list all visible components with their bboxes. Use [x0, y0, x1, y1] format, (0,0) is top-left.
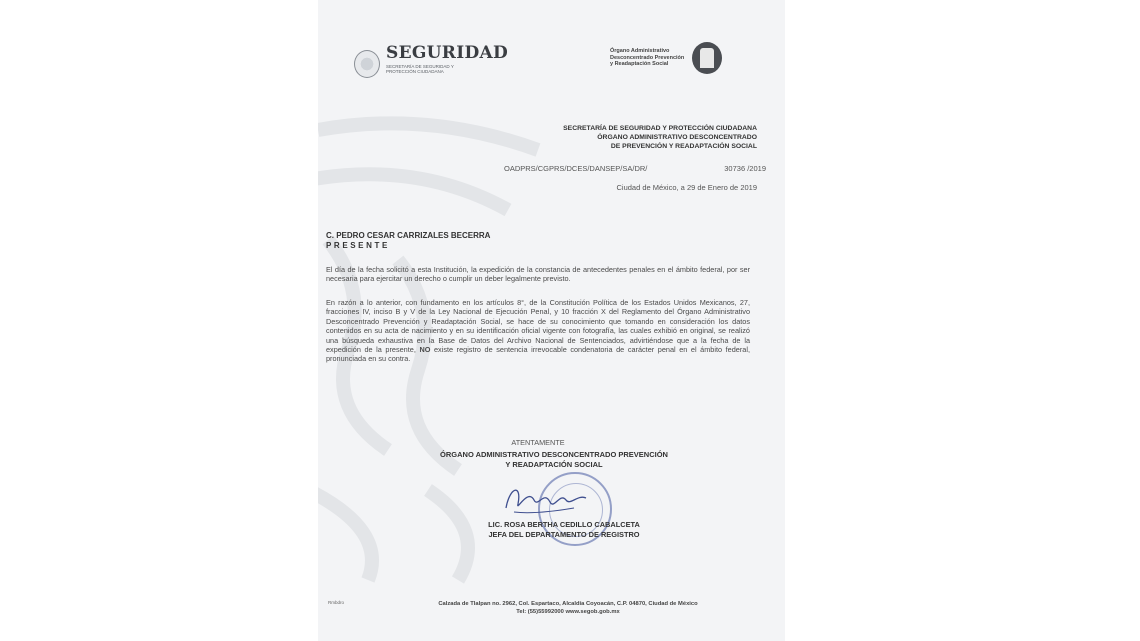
issuing-office-line1: SECRETARÍA DE SEGURIDAD Y PROTECCIÓN CIUDADANA [563, 125, 757, 132]
recipient-presente: PRESENTE [326, 241, 390, 250]
oadprs-seal-icon [692, 42, 722, 74]
reference-number: 30736 [724, 164, 746, 173]
signature-graphic [500, 478, 590, 518]
body-paragraph-2-text-end: existe registro de sentencia irrevocable condenatoria de carácter penal en el ámbito federal, pronunciada en su contra. [326, 345, 750, 364]
issuing-office-line3: DE PREVENCIÓN Y READAPTACIÓN SOCIAL [610, 143, 757, 150]
reference-code: OADPRS/CGPRS/DCES/DANSEP/SA/DR/ [504, 164, 648, 173]
brand-subtitle: SECRETARÍA DE SEGURIDAD Y PROTECCIÓN CIUDADANA [386, 64, 454, 74]
header-brand [354, 44, 508, 78]
body-paragraph-2-emphasis: NO [419, 345, 431, 355]
issuing-office-line2: ÓRGANO ADMINISTRATIVO DESCONCENTRADO [597, 134, 757, 141]
footer-address: Calzada de Tlalpan no. 2962, Col. Espartaco, Alcaldía Coyoacán, C.P. 04870, Ciudad de México [438, 601, 698, 607]
place-date: Ciudad de México, a 29 de Enero de 2019 [616, 183, 757, 192]
footer [388, 600, 748, 616]
brand-title: SEGURIDAD [386, 43, 509, 63]
closing-atentamente: ATENTAMENTE [511, 438, 565, 447]
header-org [610, 42, 722, 74]
closing-org [414, 450, 694, 470]
issuing-office-block [563, 124, 757, 151]
signer-block [444, 520, 684, 540]
recipient-block [326, 231, 490, 251]
reference-line [504, 164, 766, 173]
recipient-name: C. PEDRO CESAR CARRIZALES BECERRA [326, 231, 491, 240]
closing-org-line1: ÓRGANO ADMINISTRATIVO DESCONCENTRADO PREVENCIÓN [440, 450, 668, 459]
signer-title: JEFA DEL DEPARTAMENTO DE REGISTRO [488, 530, 640, 539]
reference-year: /2019 [747, 164, 766, 173]
closing-org-line2: Y READAPTACIÓN SOCIAL [505, 460, 603, 469]
body-paragraph-2-text: En razón a lo anterior, con fundamento en los artículos 8°, de la Constitución Política de los Estados Unidos Mexicanos, 27, fracciones IV, inciso B y V de la Ley Nacional de Ejecución Penal, y 10 fracción X del Reglamento del Órgano Administrativo Desconcentrado Prevención y Readaptación Social, se hace de su conocimiento que tomando en consideración los datos contenidos en su acta de nacimiento y en su identificación oficial vigente con fotografía, las cuales exhibió en original, se realizó una búsqueda exhaustiva en la Base de Datos del Archivo Nacional de Sentenciados, advirtiéndose que a la fecha de la expedición de la presente, [326, 298, 750, 355]
org-name: Órgano Administrativo Desconcentrado Prevención y Readaptación Social [610, 48, 685, 68]
footer-contact: Tel: (55)55992000 www.segob.gob.mx [516, 609, 620, 615]
signer-name: LIC. ROSA BERTHA CEDILLO CABALCETA [488, 520, 640, 529]
mexico-seal-icon [354, 50, 380, 78]
body-paragraph-2 [326, 298, 750, 364]
document-page [318, 0, 785, 641]
footer-mark: Rmbdro [328, 600, 345, 605]
body-paragraph-1: El día de la fecha solicitó a esta Institución, la expedición de la constancia de antecedentes penales en el ámbito federal, por ser necesaria para ejercitar un derecho o cumplir un deber legalmente previsto. [326, 265, 750, 284]
